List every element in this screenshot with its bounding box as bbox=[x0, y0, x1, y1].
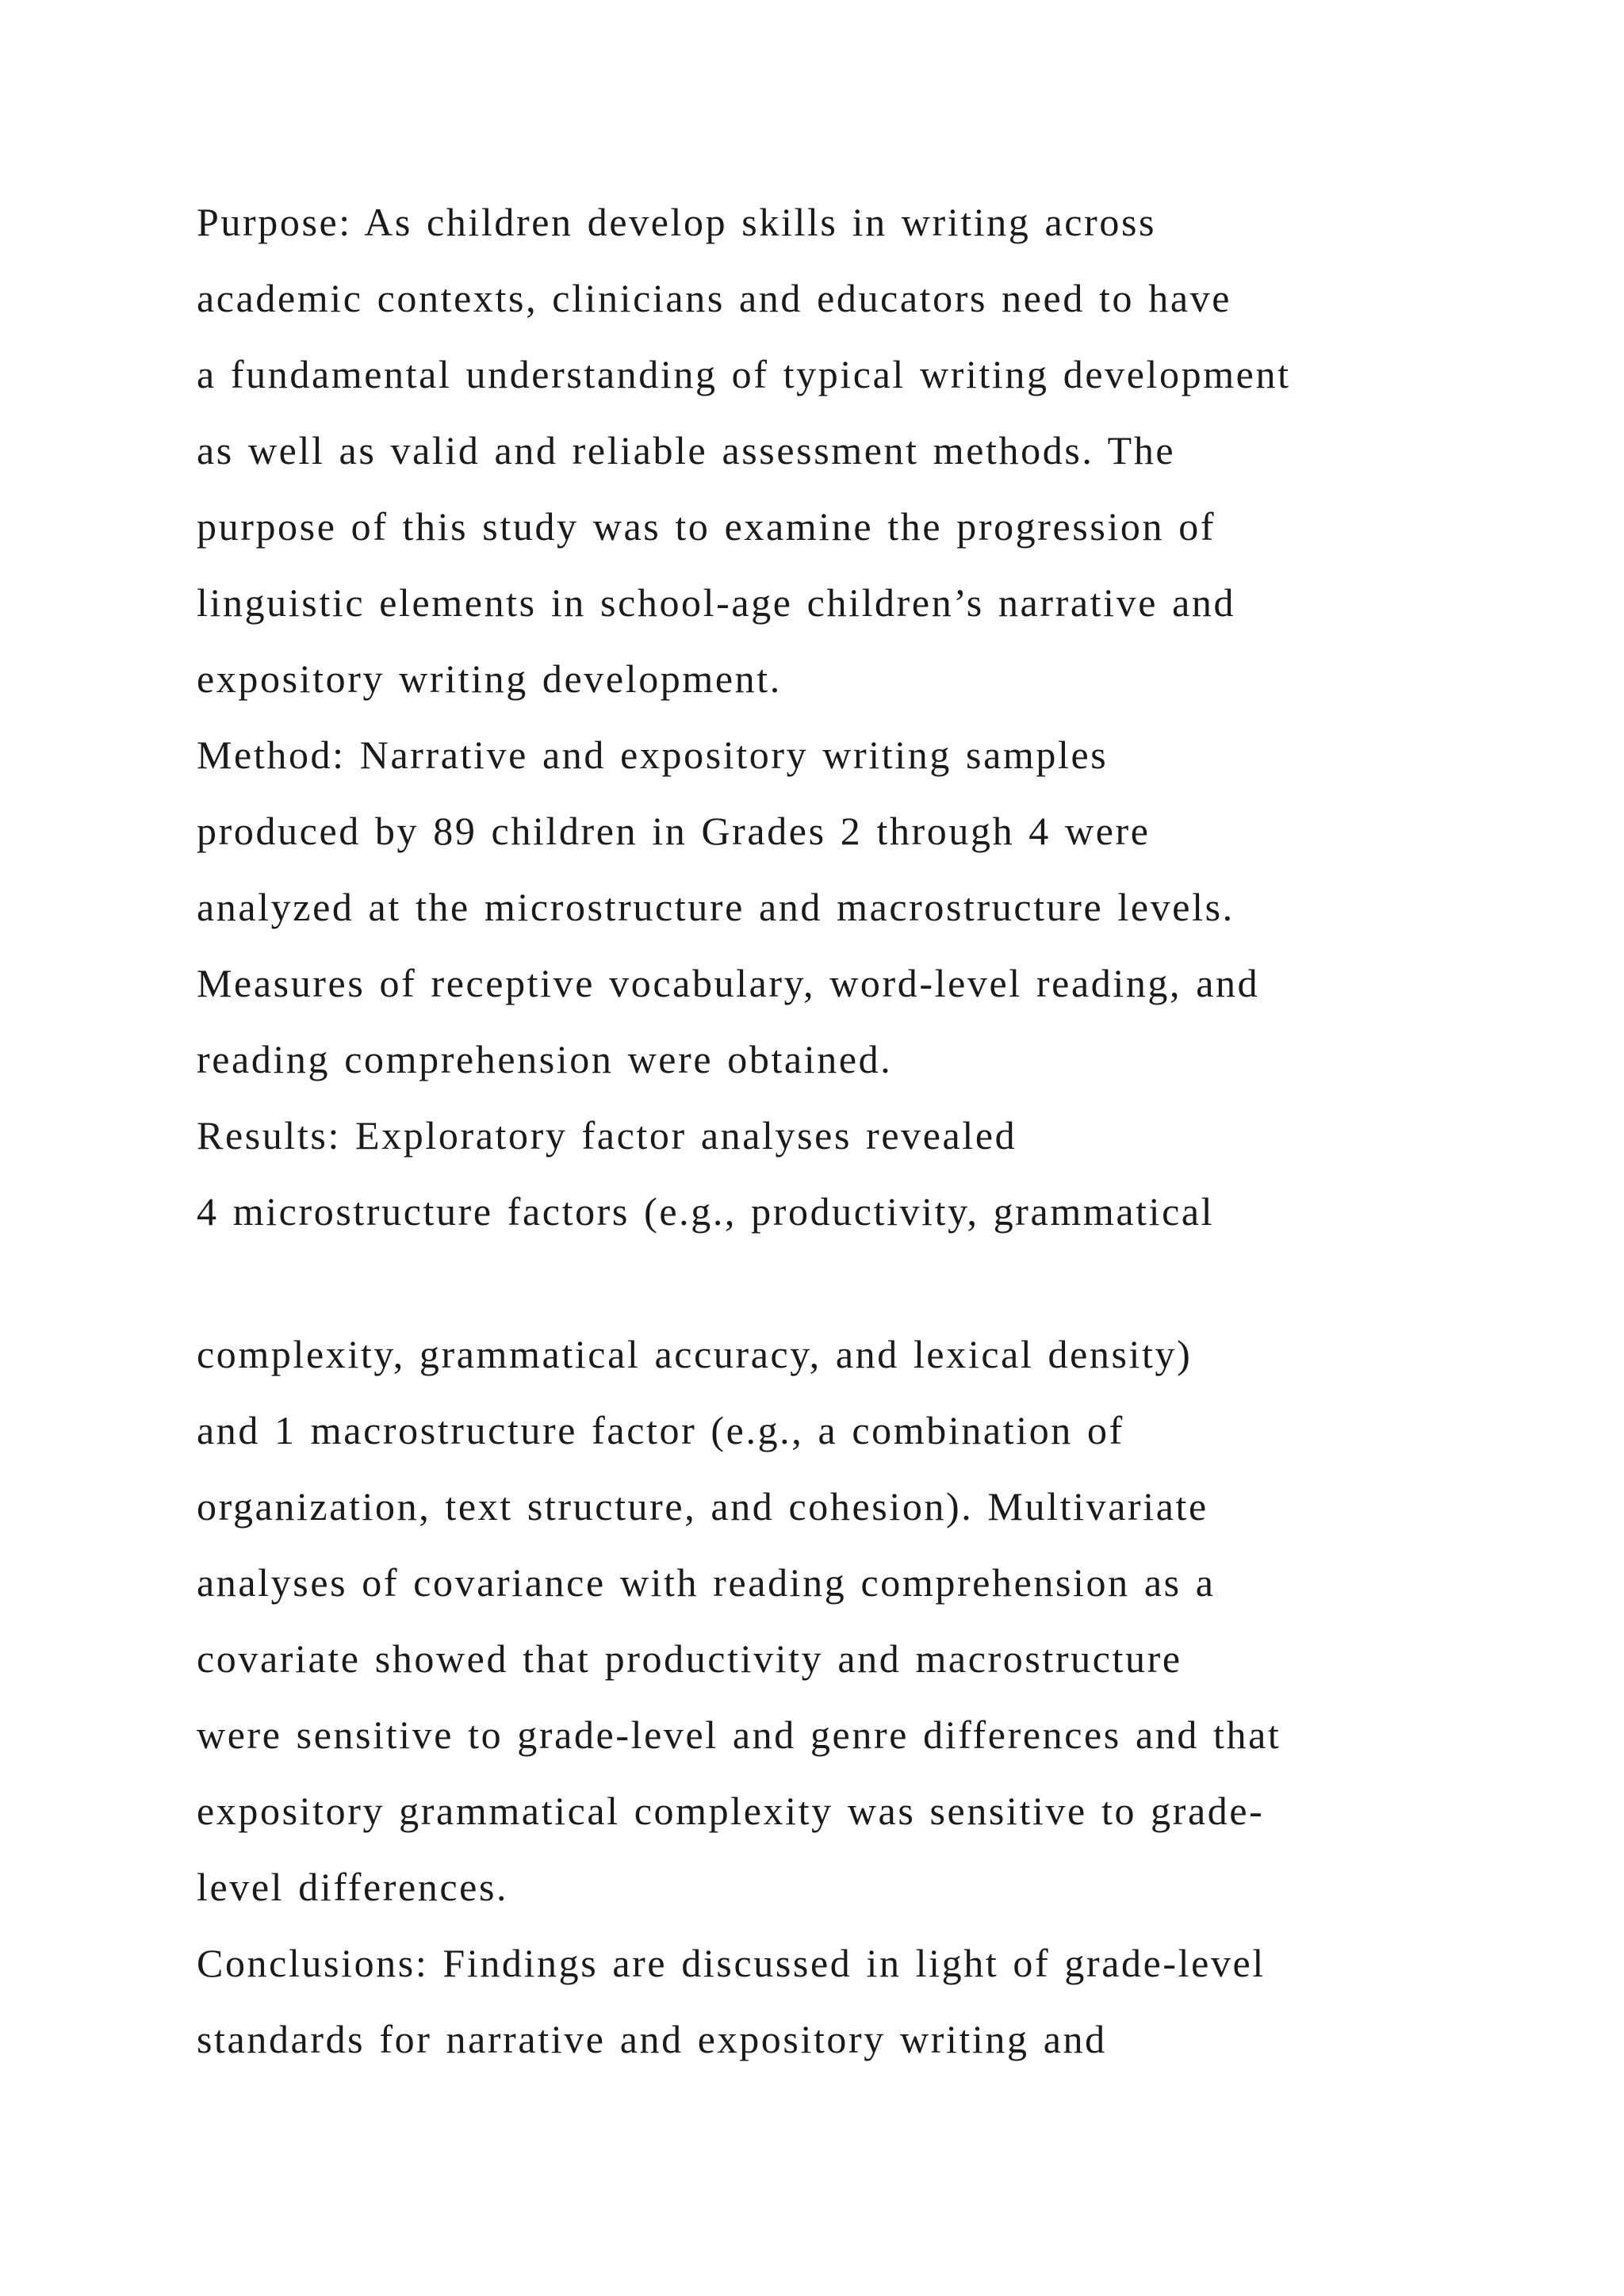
text-line: standards for narrative and expository writing and bbox=[197, 2017, 1107, 2061]
text-line: and 1 macrostructure factor (e.g., a combination of bbox=[197, 1408, 1124, 1452]
text-line: linguistic elements in school-age children’s narrative and bbox=[197, 580, 1236, 625]
text-line: academic contexts, clinicians and educators need to have bbox=[197, 276, 1232, 320]
text-line: Measures of receptive vocabulary, word-level reading, and bbox=[197, 961, 1260, 1005]
text-line: expository grammatical complexity was sensitive to grade- bbox=[197, 1789, 1265, 1833]
text-line: as well as valid and reliable assessment methods. The bbox=[197, 428, 1176, 473]
text-line-results-heading: Results: Exploratory factor analyses revealed bbox=[197, 1113, 1017, 1158]
text-line: a fundamental understanding of typical writing development bbox=[197, 352, 1291, 396]
text-line: complexity, grammatical accuracy, and lexical density) bbox=[197, 1332, 1193, 1376]
text-line: produced by 89 children in Grades 2 through 4 were bbox=[197, 809, 1151, 853]
text-line: covariate showed that productivity and macrostructure bbox=[197, 1636, 1182, 1681]
text-line-purpose-heading: Purpose: As children develop skills in writing across bbox=[197, 200, 1157, 244]
text-line: reading comprehension were obtained. bbox=[197, 1037, 893, 1081]
text-block-2 bbox=[197, 1316, 1434, 2077]
text-line: analyzed at the microstructure and macrostructure levels. bbox=[197, 885, 1235, 929]
text-line: organization, text structure, and cohesion). Multivariate bbox=[197, 1484, 1208, 1529]
text-block-1 bbox=[197, 184, 1434, 1249]
text-line: expository writing development. bbox=[197, 656, 782, 701]
text-line-method-heading: Method: Narrative and expository writing samples bbox=[197, 733, 1109, 777]
text-line: 4 microstructure factors (e.g., productivity, grammatical bbox=[197, 1189, 1215, 1234]
text-line: level differences. bbox=[197, 1865, 509, 1909]
text-line: were sensitive to grade-level and genre differences and that bbox=[197, 1712, 1281, 1757]
text-line: purpose of this study was to examine the progression of bbox=[197, 504, 1216, 549]
text-line: analyses of covariance with reading comprehension as a bbox=[197, 1560, 1216, 1605]
text-line-conclusions-heading: Conclusions: Findings are discussed in light of grade-level bbox=[197, 1941, 1266, 1985]
